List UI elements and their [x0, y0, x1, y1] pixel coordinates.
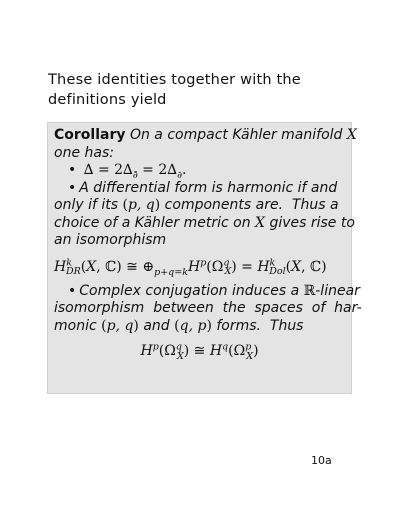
corollary-box: [47, 122, 362, 394]
corollary-second-line: one has:: [54, 144, 114, 161]
bullet-harmonic-line3: choice of a Kähler metric on X gives rise to: [54, 214, 355, 231]
laplacian-identity: ∆ = $2\Delta_{\partial̄} = 2\Delta_\partial$.: [83, 162, 187, 181]
bullet-harmonic-line1: • A differential form is harmonic if and: [68, 179, 338, 196]
hodge-decomposition-equation: $H^k_{DR}(X$, ℂ) ≅ $\oplus_{p+q=k}H^p(\Omega^q_X) = H^k_{Dol}(X$, ℂ): [54, 256, 327, 278]
bullet-conjugation-line1: • Complex conjugation induces a ℝ-linear: [68, 282, 360, 299]
bullet-laplacian: • ∆ = $2\Delta_{\partial̄} = 2\Delta_\partial$.: [68, 162, 187, 181]
bullet-conjugation-line3: monic (p, q) and (q, p) forms. Thus: [54, 317, 304, 334]
bullet-harmonic-line2: only if its (p, q) components are. Thus a: [54, 197, 339, 213]
conjugation-symmetry-equation: $H^p(\Omega^q_X)$ ≅ $H^q(\Omega^p_X)$: [140, 341, 259, 362]
intro-paragraph: These identities together with the definitions yield: [48, 72, 301, 108]
corollary-heading: Corollary: [54, 127, 126, 143]
bullet-harmonic-line4: an isomorphism: [54, 232, 167, 248]
corollary-first-line: Corollary On a compact Kähler manifold X: [54, 127, 357, 143]
page-number: 10a: [311, 454, 332, 467]
bullet-conjugation-line2: isomorphism between the spaces of har-: [54, 300, 362, 316]
